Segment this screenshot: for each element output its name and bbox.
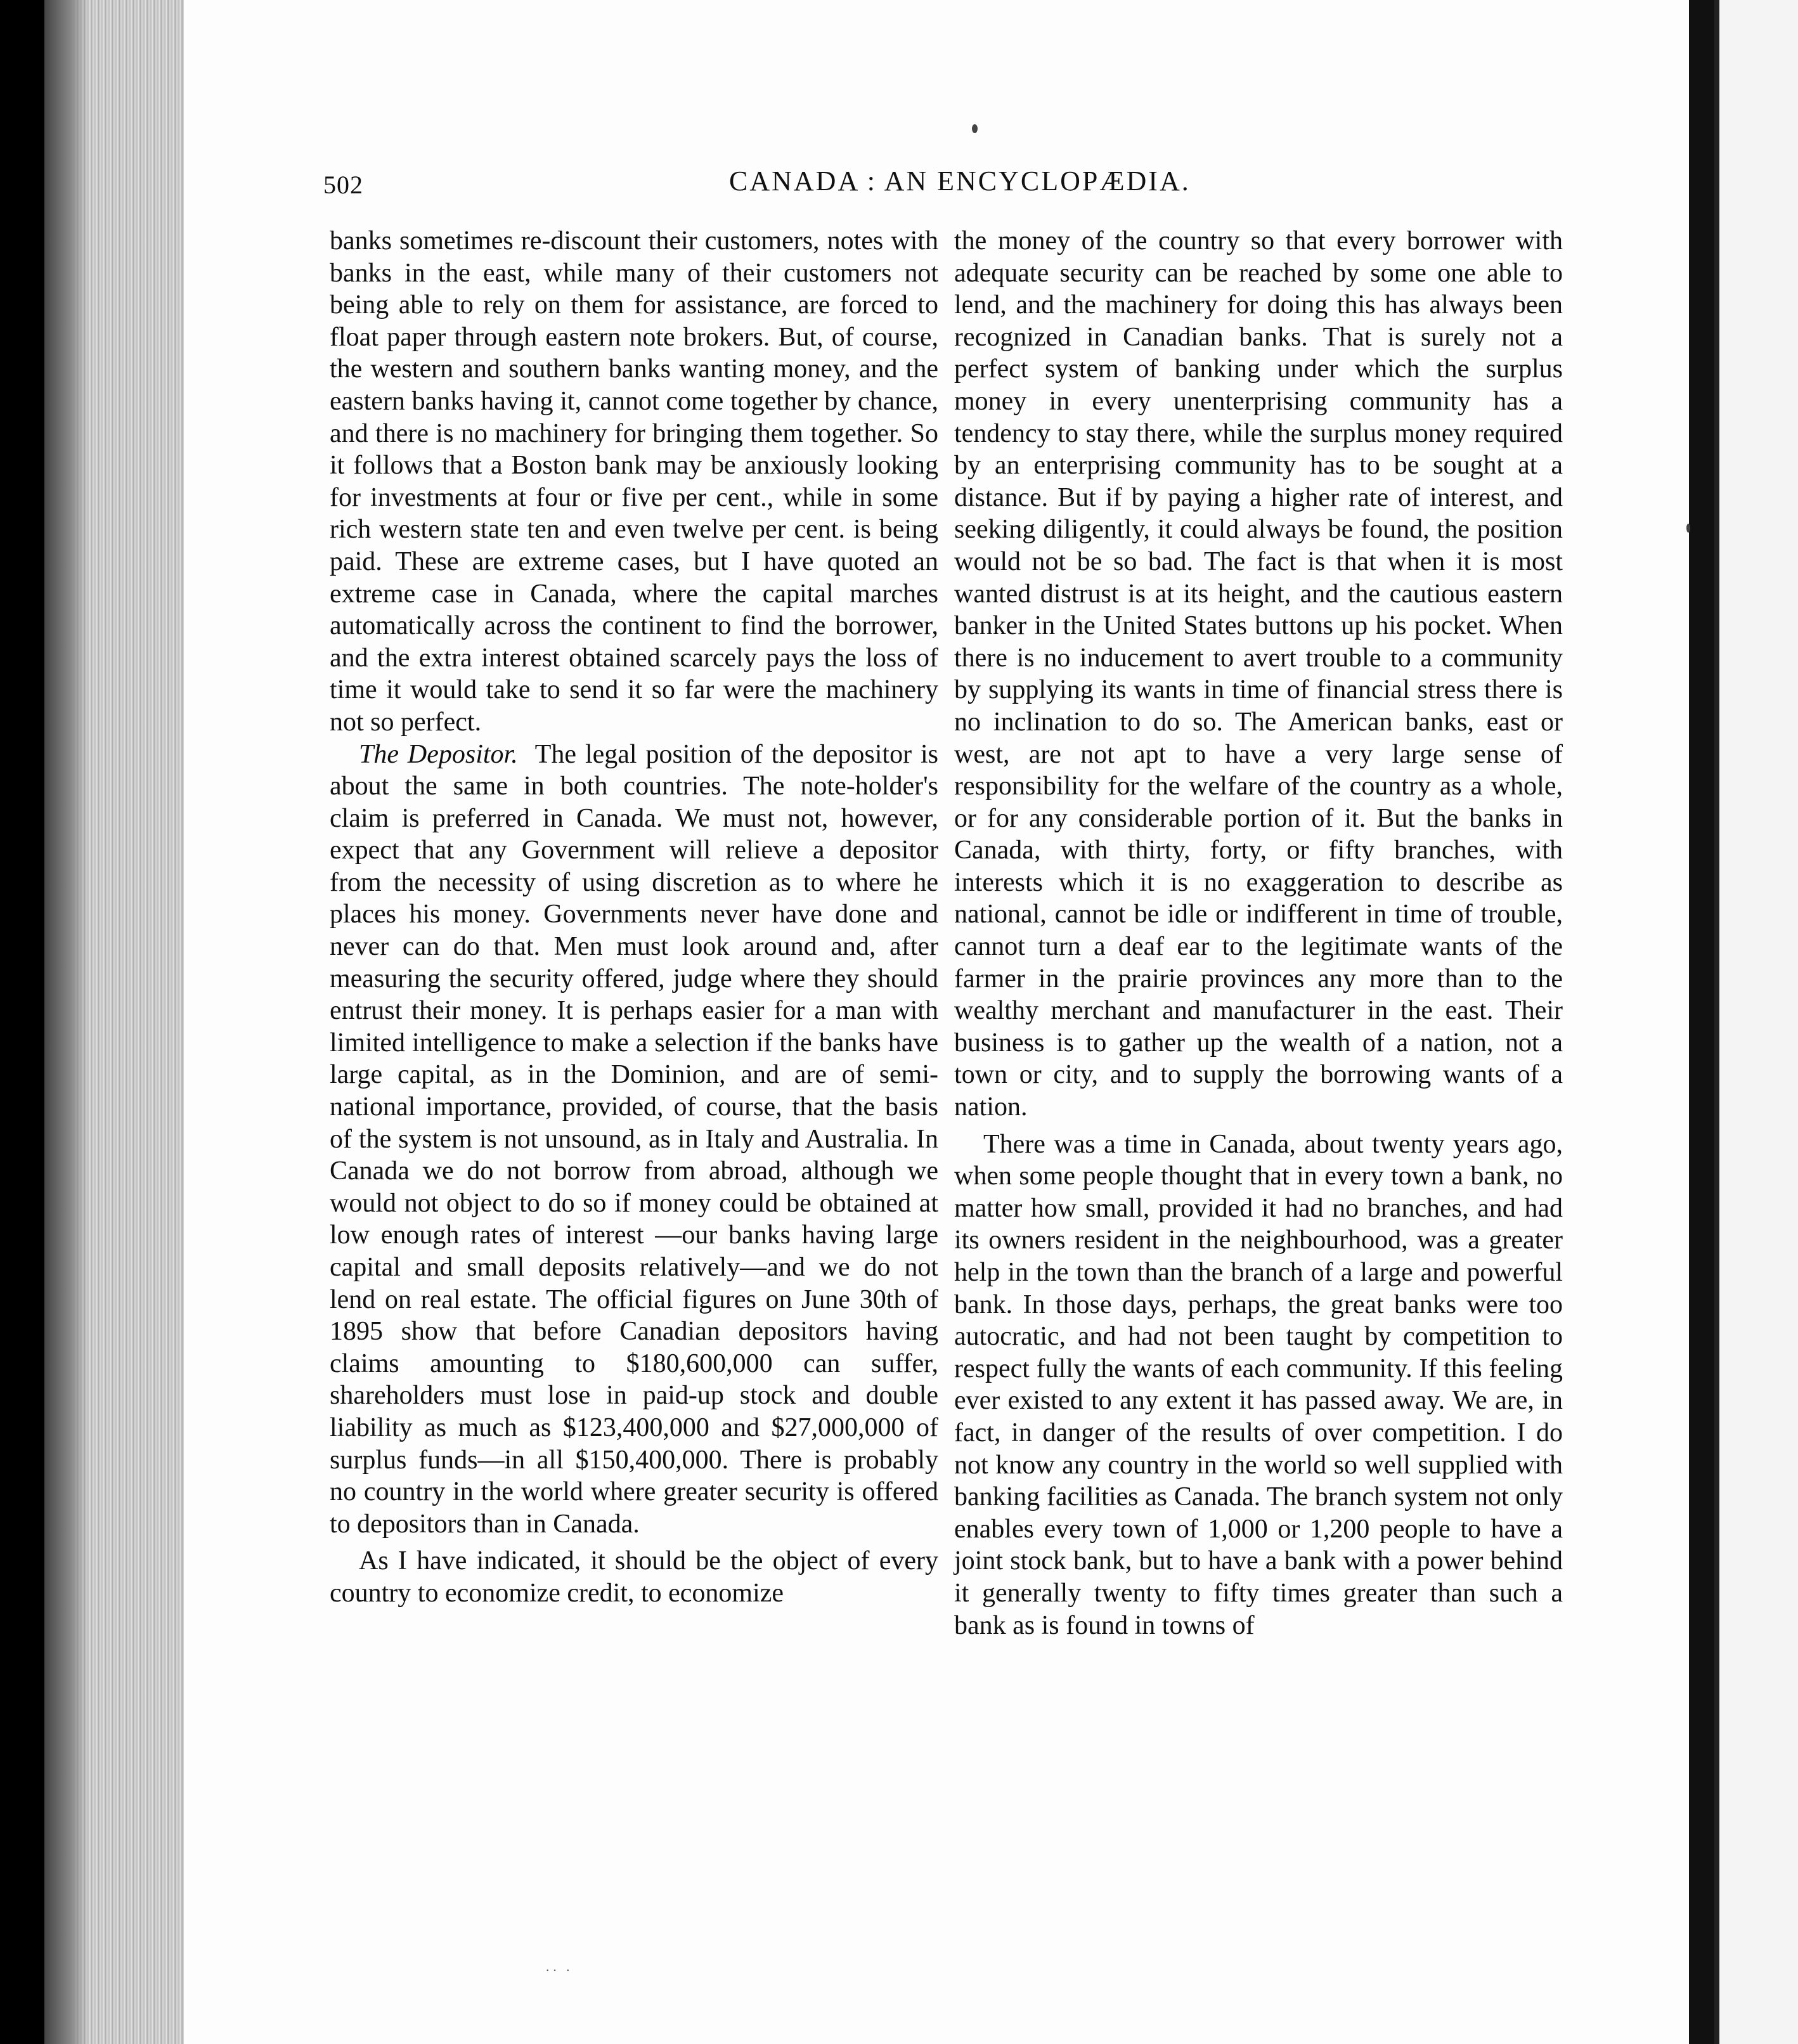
scan-marks: ·· · — [545, 1962, 573, 1978]
running-title: CANADA : AN ENCYCLOPÆDIA. — [729, 165, 1191, 197]
right-paragraph-1: the money of the country so that every borrower with adequate security can be reached by some one able to lend, and the machinery for doing this has always been recognized in Canadian banks. That is surely not a perfect system of banking under which the surplus money in every unenterprising community has a tendency to stay there, while the surplus money required by an enterprising community has to be sought at a distance. But if by paying a higher rate of interest, and seeking diligently, it could always be found, the position would not be so bad. The fact is that when it is most wanted distrust is at its height, and the cautious eastern banker in the United States buttons up his pocket. When there is no inducement to avert trouble to a community by supplying its wants in time of financial stress there is no inclination to do so. The American banks, east or west, are not apt to have a very large sense of responsibility for the welfare of the country as a whole, or for any considerable portion of it. But the banks in Canada, with thirty, forty, or fifty branches, with interests which it is no exaggeration to describe as national, cannot be idle or indifferent in time of trouble, cannot turn a deaf ear to the legitimate wants of the farmer in the prairie provinces any more than to the wealthy merchant and manufacturer in the east. Their business is to gather up the wealth of a nation, not a town or city, and to supply the borrowing wants of a nation. — [954, 226, 1563, 1122]
left-paragraph-3: As I have indicated, it should be the object of every country to economize credit, to economize — [330, 1546, 938, 1608]
depositor-heading: The Depositor. — [359, 739, 518, 769]
left-paragraph-1: banks sometimes re-discount their customers, notes with banks in the east, while many of their customers not being able to rely on them for assistance, are forced to float paper through eastern note brokers. But, of course, the western and southern banks wanting money, and the eastern banks having it, cannot come together by chance, and there is no machinery for bringing them together. So it follows that a Boston bank may be anxiously looking for investments at four or five per cent., while in some rich western state ten and even twelve per cent. is being paid. These are extreme cases, but I have quoted an extreme case in Canada, where the capital marches automatically across the continent to find the borrower, and the extra interest obtained scarcely pays the loss of time it would take to send it so far were the machinery not so perfect. — [330, 226, 938, 737]
right-column — [954, 225, 1563, 1641]
scan-speck — [1686, 524, 1690, 533]
scan-speck — [972, 124, 978, 133]
left-column — [330, 225, 938, 1610]
left-paragraph-depositor — [330, 739, 938, 1541]
running-head — [323, 158, 1604, 209]
depositor-text: The legal position of the depositor is about the same in both countries. The note-holder's claim is preferred in Canada. We must not, however, expect that any Government will relieve a depositor from the necessity of using discretion as to where he places his money. Governments never have done and never can do that. Men must look around and, after measuring the security offered, judge where they should entrust their money. It is perhaps easier for a man with limited intelligence to make a selection if the banks have large capital, as in the Dominion, and are of semi-national importance, provided, of course, that the basis of the system is not unsound, as in Italy and Australia. In Canada we do not borrow from abroad, although we would not object to do so if money could be obtained at low enough rates of interest —our banks having large capital and small deposits relatively—and we do not lend on real estate. The official figures on June 30th of 1895 show that before Canadian depositors having claims amounting to $180,600,000 can suffer, shareholders must lose in paid-up stock and double liability as much as $123,400,000 and $27,000,000 of surplus funds—in all $150,400,000. There is probably no country in the world where greater security is offered to depositors than in Canada. — [330, 739, 938, 1539]
gutter-shadow — [1689, 0, 1714, 2044]
adjacent-page — [1714, 0, 1798, 2044]
adjacent-page-edge — [1714, 0, 1719, 2044]
page-number: 502 — [323, 171, 363, 199]
right-paragraph-2: There was a time in Canada, about twenty years ago, when some people thought that in every town a bank, no matter how small, provided it had no branches, and had its owners resident in the neighbourhood, was a greater help in the town than the branch of a large and powerful bank. In those days, perhaps, the great banks were too autocratic, and had not been taught by competition to respect fully the wants of each community. If this feeling ever existed to any extent it has passed away. We are, in fact, in danger of the results of over competition. I do not know any country in the world so well supplied with banking facilities as Canada. The branch system not only enables every town of 1,000 or 1,200 people to have a joint stock bank, but to have a bank with a power behind it generally twenty to fifty times greater than such a bank as is found in towns of — [954, 1129, 1563, 1640]
book-spine-shadow — [44, 0, 89, 2044]
